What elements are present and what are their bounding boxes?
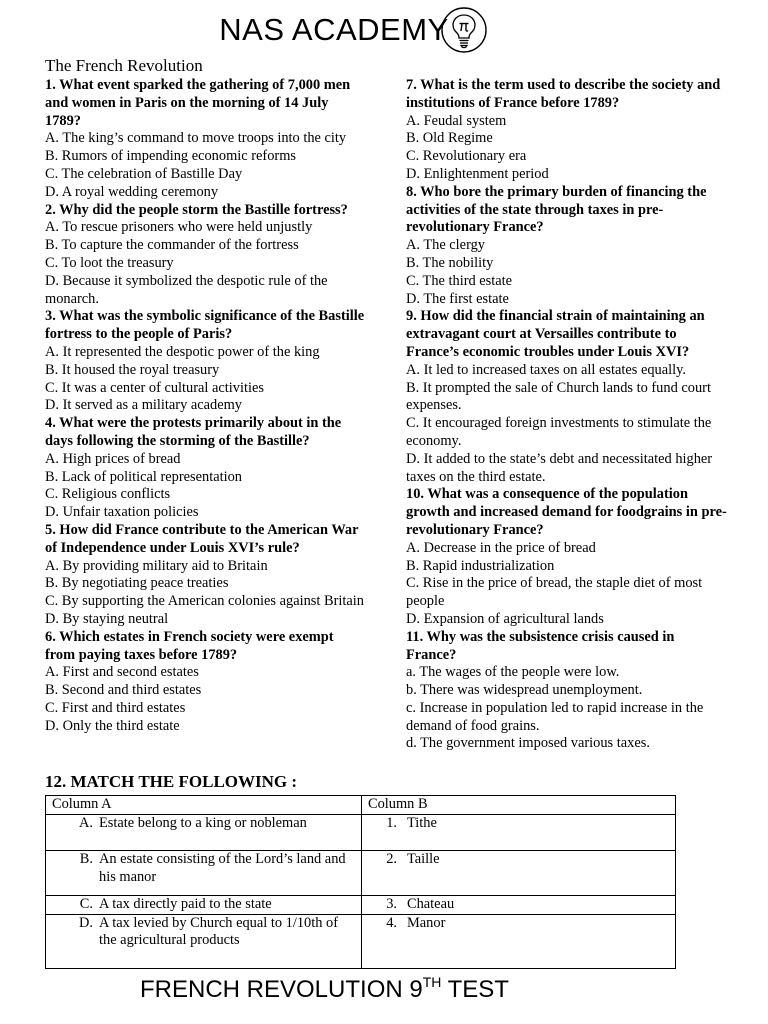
item-label: 1. [386,814,397,831]
answer-option: D. The first estate [406,290,509,307]
question-text: 1. What event sparked the gathering of 7,000 men and women in Paris on the morning of 14 July 1789? [45,77,351,129]
answer-option: B. Rumors of impending economic reforms [45,148,296,165]
column-a-cell [46,850,362,895]
item-label: 3. [386,895,397,912]
answer-option: a. The wages of the people were low. [406,664,620,681]
item-text: Chateau [407,895,455,912]
answer-option: B. Rapid industrialization [406,557,555,574]
answer-option: D. It served as a military academy [45,397,242,414]
answer-option: B. The nobility [406,254,494,271]
question-text: 10. What was a consequence of the population growth and increased demand for foodgrains in pre-revolutionary France? [406,486,727,538]
answer-option: A. High prices of bread [45,450,181,467]
item-text: Taille [407,850,440,867]
item-text: A tax levied by Church equal to 1/10th of the agricultural products [99,914,338,949]
footer-superscript: TH [422,974,442,990]
match-row [46,850,676,895]
question-text: 7. What is the term used to describe the society and institutions of France before 1789? [406,77,721,111]
item-label: 4. [386,914,397,931]
item-text: Estate belong to a king or nobleman [99,814,307,831]
item-label: C. [79,895,93,912]
item-text: Manor [407,914,446,931]
answer-option: B. To capture the commander of the fortress [45,237,299,254]
column-a-cell [46,895,362,914]
answer-option: B. Old Regime [406,130,493,147]
item-text: An estate consisting of the Lord’s land and his manor [99,850,346,885]
answer-option: d. The government imposed various taxes. [406,735,650,752]
answer-option: A. First and second estates [45,664,199,681]
match-row [46,895,676,914]
question-text: 5. How did France contribute to the American War of Independence under Louis XVI’s rule? [45,521,359,556]
answer-option: A. It represented the despotic power of the king [45,343,320,360]
answer-option: D. Because it symbolized the despotic rule of the monarch. [45,272,328,307]
column-b-cell [362,914,676,968]
column-b-header: Column B [362,796,676,815]
answer-option: C. By supporting the American colonies against Britain [45,593,364,610]
answer-option: B. Lack of political representation [45,468,242,485]
answer-option: D. Enlightenment period [406,165,549,182]
question-text: 6. Which estates in French society were exempt from paying taxes before 1789? [45,628,334,663]
answer-option: C. Rise in the price of bread, the staple diet of most people [406,575,703,610]
answer-option: A. Feudal system [406,112,507,129]
column-a-header: Column A [46,796,362,815]
answer-option: B. It prompted the sale of Church lands to fund court expenses. [406,379,711,414]
answer-option: A. To rescue prisoners who were held unjustly [45,219,313,236]
column-b-cell [362,850,676,895]
column-a-cell [46,914,362,968]
answer-option: A. It led to increased taxes on all estates equally. [406,361,686,378]
answer-option: C. First and third estates [45,699,186,716]
answer-option: D. Expansion of agricultural lands [406,610,604,627]
answer-option: C. It encouraged foreign investments to stimulate the economy. [406,415,712,449]
item-text: Tithe [407,814,437,831]
question-text: 4. What were the protests primarily about in the days following the storming of the Bastille? [45,415,342,449]
match-row [46,914,676,968]
answer-option: C. The celebration of Bastille Day [45,165,243,182]
question-text: 9. How did the financial strain of maintaining an extravagant court at Versailles contribute to France’s economic troubles under Louis XVI? [406,308,705,360]
answer-option: C. To loot the treasury [45,254,174,271]
answer-option: b. There was widespread unemployment. [406,682,643,699]
match-row [46,814,676,850]
item-text: A tax directly paid to the state [99,895,272,912]
column-a-cell [46,814,362,850]
lightbulb-pi-icon [440,6,488,54]
answer-option: D. It added to the state’s debt and necessitated higher taxes on the third estate. [406,450,713,485]
footer-text: FRENCH REVOLUTION 9 [140,976,423,1003]
answer-option: C. The third estate [406,272,513,289]
answer-option: B. Second and third estates [45,682,202,699]
answer-option: B. It housed the royal treasury [45,361,220,378]
answer-option: c. Increase in population led to rapid increase in the demand of food grains. [406,699,704,734]
footer-title [140,974,509,1004]
questions-right-column [406,77,728,753]
answer-option: A. Decrease in the price of bread [406,539,596,556]
answer-option: B. By negotiating peace treaties [45,575,229,592]
question-text: 3. What was the symbolic significance of the Bastille fortress to the people of Paris? [45,308,365,343]
item-label: B. [79,850,93,867]
answer-option: D. A royal wedding ceremony [45,183,219,200]
column-b-cell [362,895,676,914]
section-title: The French Revolution [45,56,203,75]
answer-option: C. Religious conflicts [45,486,171,503]
column-b-cell [362,814,676,850]
answer-option: A. By providing military aid to Britain [45,557,268,574]
page-title: NAS ACADEMY [219,12,449,47]
question-text: 8. Who bore the primary burden of financing the activities of the state through taxes in pre-revolutionary France? [406,183,707,236]
answer-option: D. By staying neutral [45,610,169,627]
footer-text-end: TEST [441,976,509,1003]
answer-option: C. It was a center of cultural activities [45,379,264,396]
answer-option: D. Unfair taxation policies [45,504,199,521]
question-text: 11. Why was the subsistence crisis caused in France? [406,628,675,663]
match-title: 12. MATCH THE FOLLOWING : [45,772,298,791]
answer-option: A. The king’s command to move troops into the city [45,130,347,147]
item-label: 2. [386,850,397,867]
question-text: 2. Why did the people storm the Bastille fortress? [45,201,348,218]
questions-left-column [45,77,365,735]
match-header-row [46,796,676,815]
page-header [0,12,768,48]
answer-option: D. Only the third estate [45,717,180,734]
match-table [45,795,676,969]
item-label: A. [79,814,93,831]
item-label: D. [79,914,93,931]
answer-option: A. The clergy [406,237,485,254]
answer-option: C. Revolutionary era [406,148,527,165]
